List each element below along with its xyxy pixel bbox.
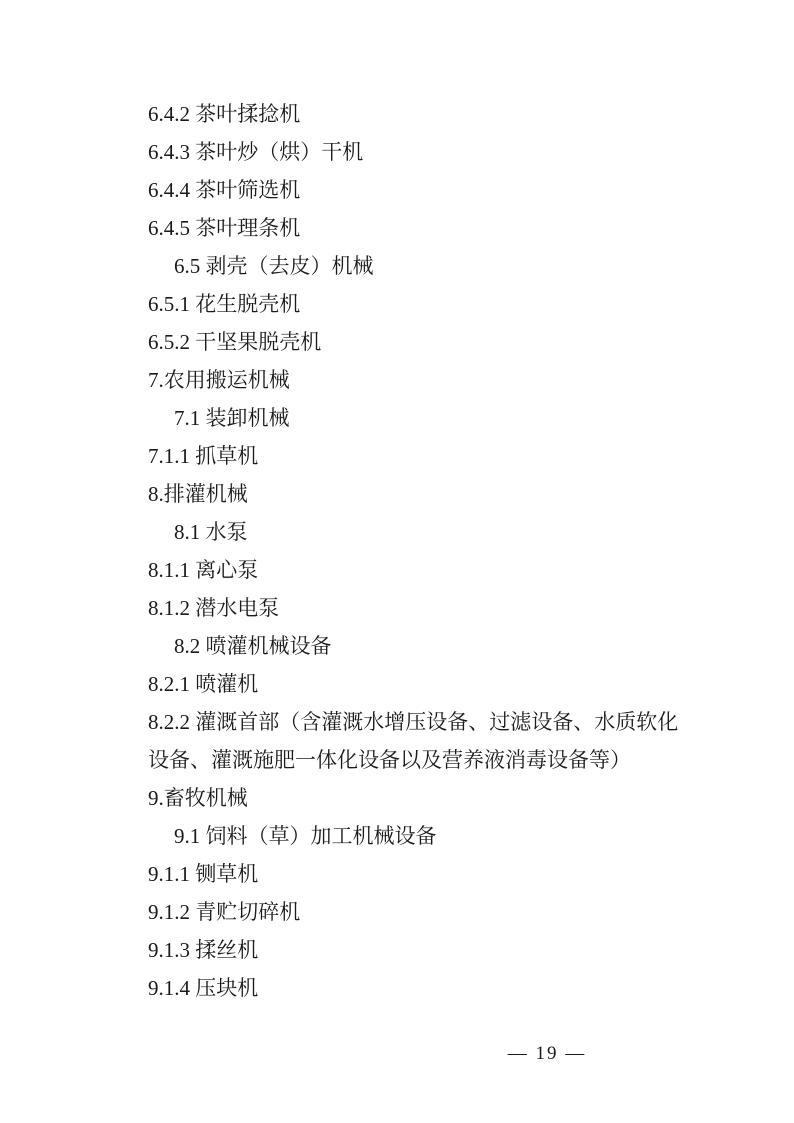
document-line: 8.2 喷灌机械设备 xyxy=(174,634,332,658)
document-line: 6.5 剥壳（去皮）机械 xyxy=(174,254,374,278)
document-line: 7.农用搬运机械 xyxy=(148,368,290,392)
document-line: 8.1 水泵 xyxy=(174,520,248,544)
document-line: 8.2.1 喷灌机 xyxy=(148,672,259,696)
document-line: 9.1.1 铡草机 xyxy=(148,862,259,886)
document-line: 6.4.2 茶叶揉捻机 xyxy=(148,102,301,126)
document-line: 9.1.2 青贮切碎机 xyxy=(148,900,301,924)
document-line: 8.2.2 灌溉首部（含灌溉水增压设备、过滤设备、水质软化设备、灌溉施肥一体化设备以及营养液消毒设备等） xyxy=(148,710,679,772)
document-line: 9.畜牧机械 xyxy=(148,786,248,810)
page-number: — 19 — xyxy=(507,1043,587,1064)
document-line: 9.1.3 揉丝机 xyxy=(148,938,259,962)
document-line: 8.1.2 潜水电泵 xyxy=(148,596,280,620)
document-line: 8.排灌机械 xyxy=(148,482,248,506)
document-line: 6.4.5 茶叶理条机 xyxy=(148,216,301,240)
document-line: 9.1 饲料（草）加工机械设备 xyxy=(174,824,437,848)
document-line: 8.1.1 离心泵 xyxy=(148,558,259,582)
document-line: 6.5.1 花生脱壳机 xyxy=(148,292,301,316)
document-line: 6.4.3 茶叶炒（烘）干机 xyxy=(148,140,364,164)
document-line: 9.1.4 压块机 xyxy=(148,976,259,1000)
document-line: 6.5.2 干坚果脱壳机 xyxy=(148,330,322,354)
document-line: 7.1 装卸机械 xyxy=(174,406,290,430)
document-line: 6.4.4 茶叶筛选机 xyxy=(148,178,301,202)
document-line: 7.1.1 抓草机 xyxy=(148,444,259,468)
document-body xyxy=(148,95,684,1007)
